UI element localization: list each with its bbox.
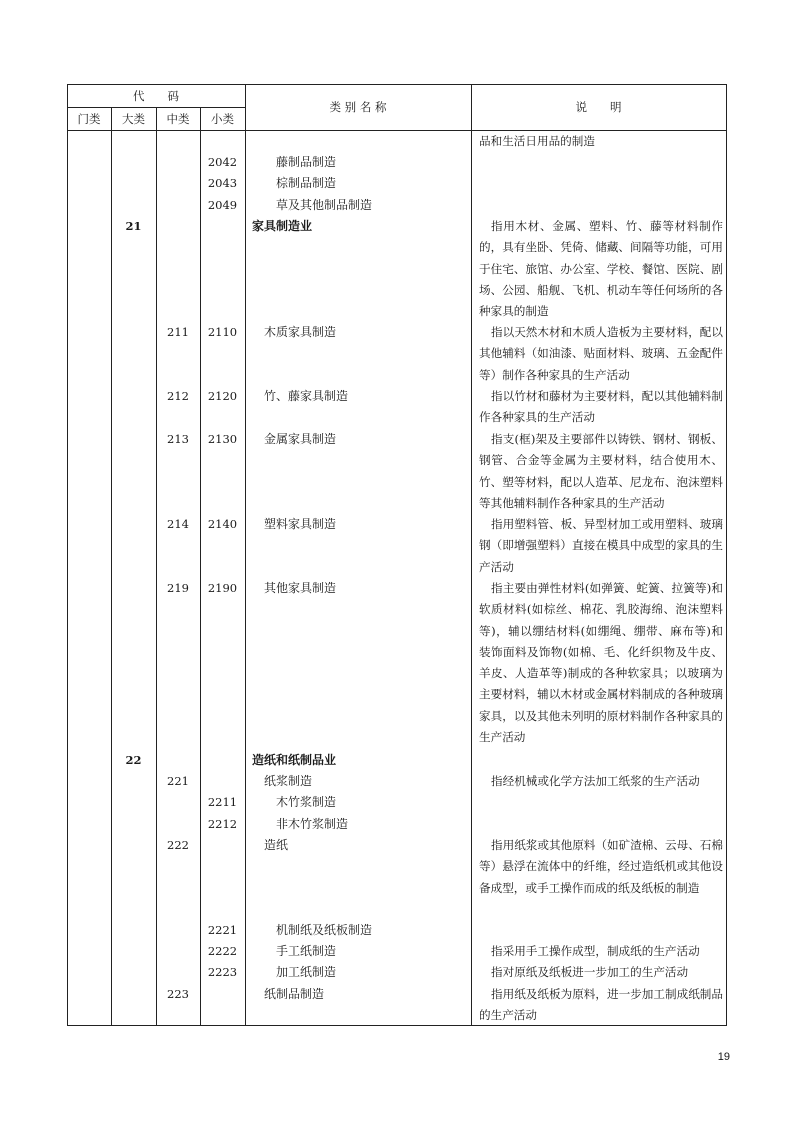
row-minor-code: 2120: [207, 389, 238, 403]
code-header: 代 码: [133, 89, 179, 103]
col-header-name: 类 别 名 称: [329, 100, 387, 114]
row-medium-code: 223: [167, 987, 189, 1001]
row-note: 指支(框)架及主要部件以铸铁、钢材、钢板、钢管、合金等金属为主要材料，结合使用木、竹、塑等材料，配以人造革、尼龙布、泡沫塑料等其他辅料制作各种家具的生产活动: [479, 432, 723, 510]
row-minor-code: 2190: [207, 581, 238, 595]
row-medium-code: 211: [167, 325, 189, 339]
row-note: 指对原纸及纸板进一步加工的生产活动: [491, 965, 689, 979]
row-name: 木竹浆制造: [276, 795, 337, 809]
row-note: 指以天然木材和木质人造板为主要材料，配以其他辅料（如油漆、贴面材料、玻璃、五金配件等）制作各种家具的生产活动: [479, 325, 723, 382]
row-medium-code: 221: [167, 774, 189, 788]
row-medium-code: 214: [167, 517, 189, 531]
row-minor-code: 2130: [207, 432, 238, 446]
row-minor-code: 2049: [207, 198, 238, 212]
row-minor-code: 2110: [207, 325, 238, 339]
row-name: 加工纸制造: [276, 965, 337, 979]
col-header-medium: 中类: [166, 112, 190, 126]
row-name: 手工纸制造: [276, 944, 337, 958]
row-minor-code: 2222: [207, 944, 238, 958]
row-name: 纸制品制造: [264, 987, 325, 1001]
col-header-minor: 小类: [211, 112, 234, 126]
col-header-category: 门类: [77, 112, 101, 126]
row-note: 指经机械或化学方法加工纸浆的生产活动: [491, 774, 700, 788]
row-name: 造纸: [264, 838, 289, 852]
page-number: 19: [717, 1051, 730, 1063]
row-name: 造纸和纸制品业: [252, 753, 337, 767]
row-note: 指主要由弹性材料(如弹簧、蛇簧、拉簧等)和软质材料(如棕丝、棉花、乳胶海绵、泡沫塑料等)，辅以绷结材料(如绷绳、绷带、麻布等)和装饰面料及饰物(如棉、毛、化纤织物及牛皮、羊皮、人造革等)制成的各种软家具；以玻璃为主要材料，辅以木材或金属材料制成的各种玻璃家具，以及其他未列明的原材料制作各种家具的生产活动: [479, 581, 723, 745]
row-minor-code: 2223: [207, 965, 238, 979]
row-medium-code: 212: [167, 389, 189, 403]
row-name: 非木竹浆制造: [276, 817, 349, 831]
row-name: 家具制造业: [252, 219, 313, 233]
row-minor-code: 2043: [207, 176, 238, 190]
row-minor-code: 2140: [207, 517, 238, 531]
row-note: 指用塑料管、板、异型材加工或用塑料、玻璃钢（即增强塑料）直接在模具中成型的家具的生产活动: [479, 517, 723, 574]
col-header-major: 大类: [122, 112, 145, 126]
row-note: 指用纸及纸板为原料，进一步加工制成纸制品的生产活动: [479, 987, 723, 1023]
row-note: 品和生活日用品的制造: [479, 134, 595, 148]
row-major-code: 21: [125, 219, 142, 233]
row-name: 纸浆制造: [264, 774, 313, 788]
row-minor-code: 2212: [207, 817, 238, 831]
row-name: 竹、藤家具制造: [264, 389, 349, 403]
row-minor-code: 2211: [207, 795, 238, 809]
row-medium-code: 213: [167, 432, 189, 446]
row-major-code: 22: [125, 753, 142, 767]
row-name: 塑料家具制造: [264, 517, 337, 531]
row-minor-code: 2042: [207, 155, 238, 169]
row-minor-code: 2221: [207, 923, 238, 937]
row-name: 草及其他制品制造: [276, 198, 373, 212]
row-name: 机制纸及纸板制造: [276, 923, 373, 937]
row-name: 棕制品制造: [276, 176, 337, 190]
row-name: 木质家具制造: [264, 325, 337, 339]
col-header-note: 说 明: [575, 100, 622, 114]
row-name: 藤制品制造: [276, 155, 337, 169]
row-note: 指以竹材和藤材为主要材料，配以其他辅料制作各种家具的生产活动: [479, 389, 723, 425]
row-name: 金属家具制造: [264, 432, 337, 446]
row-note: 指用纸浆或其他原料（如矿渣棉、云母、石棉等）悬浮在流体中的纤维，经过造纸机或其他设备成型，或手工操作而成的纸及纸板的制造: [479, 838, 723, 895]
row-medium-code: 219: [167, 581, 189, 595]
row-medium-code: 222: [167, 838, 189, 852]
row-name: 其他家具制造: [264, 581, 337, 595]
row-note: 指用木材、金属、塑料、竹、藤等材料制作的，具有坐卧、凭倚、储藏、间隔等功能，可用于住宅、旅馆、办公室、学校、餐馆、医院、剧场、公园、船舰、飞机、机动车等任何场所的各种家具的制造: [479, 219, 723, 319]
row-note: 指采用手工操作成型，制成纸的生产活动: [491, 944, 700, 958]
